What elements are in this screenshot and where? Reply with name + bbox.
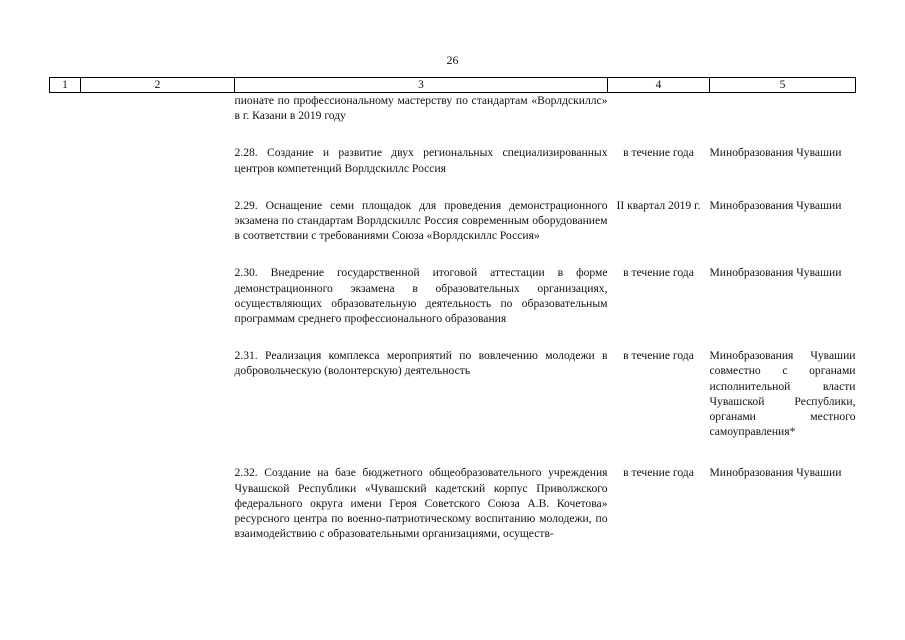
- page-number: 26: [446, 53, 459, 67]
- measure-text: 2.30. Внедрение государственной итоговой аттестации в форме демонстрационного экзамена в образовательных организациях, осуществляющих образовательную деятельность по образовательным программам среднего профессионального образования: [234, 266, 608, 326]
- table-row: [50, 265, 856, 326]
- measure-text: 2.31. Реализация комплекса мероприятий по вовлечению молодежи в добровольческую (волонтерскую) деятельность: [234, 349, 608, 378]
- table-row: [50, 465, 856, 541]
- measure-text: пионате по профессиональному мастерству по стандартам «Ворлдскиллс» в г. Казани в 2019 году: [234, 94, 608, 123]
- column-header-1: 1: [50, 78, 81, 93]
- table-row: [50, 198, 856, 244]
- measure-term: [608, 93, 710, 124]
- measure-text: 2.28. Создание и развитие двух региональных специализированных центров компетенций Ворлдскиллс Россия: [234, 146, 608, 175]
- table-row: [50, 93, 856, 124]
- column-header-4: 4: [608, 78, 710, 93]
- measure-term: в течение года: [623, 146, 694, 160]
- measure-term: в течение года: [623, 266, 694, 280]
- measure-responsible: Минобразования Чувашии: [709, 266, 842, 280]
- measure-text: 2.32. Создание на базе бюджетного общеобразовательного учреждения Чувашской Республики «Чувашский кадетский корпус Приволжского федерального округа имени Героя Советского Союза А.В. Кочетова» ресурсного центра по военно-патриотическому воспитанию молодежи, по взаимодействию с образовательными организациями, осуществ-: [234, 466, 608, 541]
- column-header-2: 2: [81, 78, 235, 93]
- measure-responsible: Минобразования Чувашии совместно с органами исполнительной власти Чувашской Республики, органами местного самоуправления*: [709, 349, 856, 439]
- measure-term: в течение года: [623, 466, 694, 480]
- measure-responsible: [710, 93, 856, 124]
- measure-responsible: Минобразования Чувашии: [709, 466, 842, 480]
- table-row: [50, 348, 856, 439]
- column-number-row: [50, 78, 856, 93]
- measure-term: в течение года: [623, 349, 694, 363]
- measures-table: [49, 77, 856, 541]
- measure-responsible: Минобразования Чувашии: [709, 146, 842, 160]
- measure-term: II квартал 2019 г.: [616, 198, 701, 212]
- table-row: [50, 145, 856, 175]
- column-header-3: 3: [235, 78, 608, 93]
- column-header-5: 5: [710, 78, 856, 93]
- measure-text: 2.29. Оснащение семи площадок для проведения демонстрационного экзамена по стандартам Ворлдскиллс Россия современным оборудованием в соответствии с требованиями Союза «Ворлдскиллс Россия»: [234, 198, 608, 243]
- measure-responsible: Минобразования Чувашии: [709, 198, 842, 212]
